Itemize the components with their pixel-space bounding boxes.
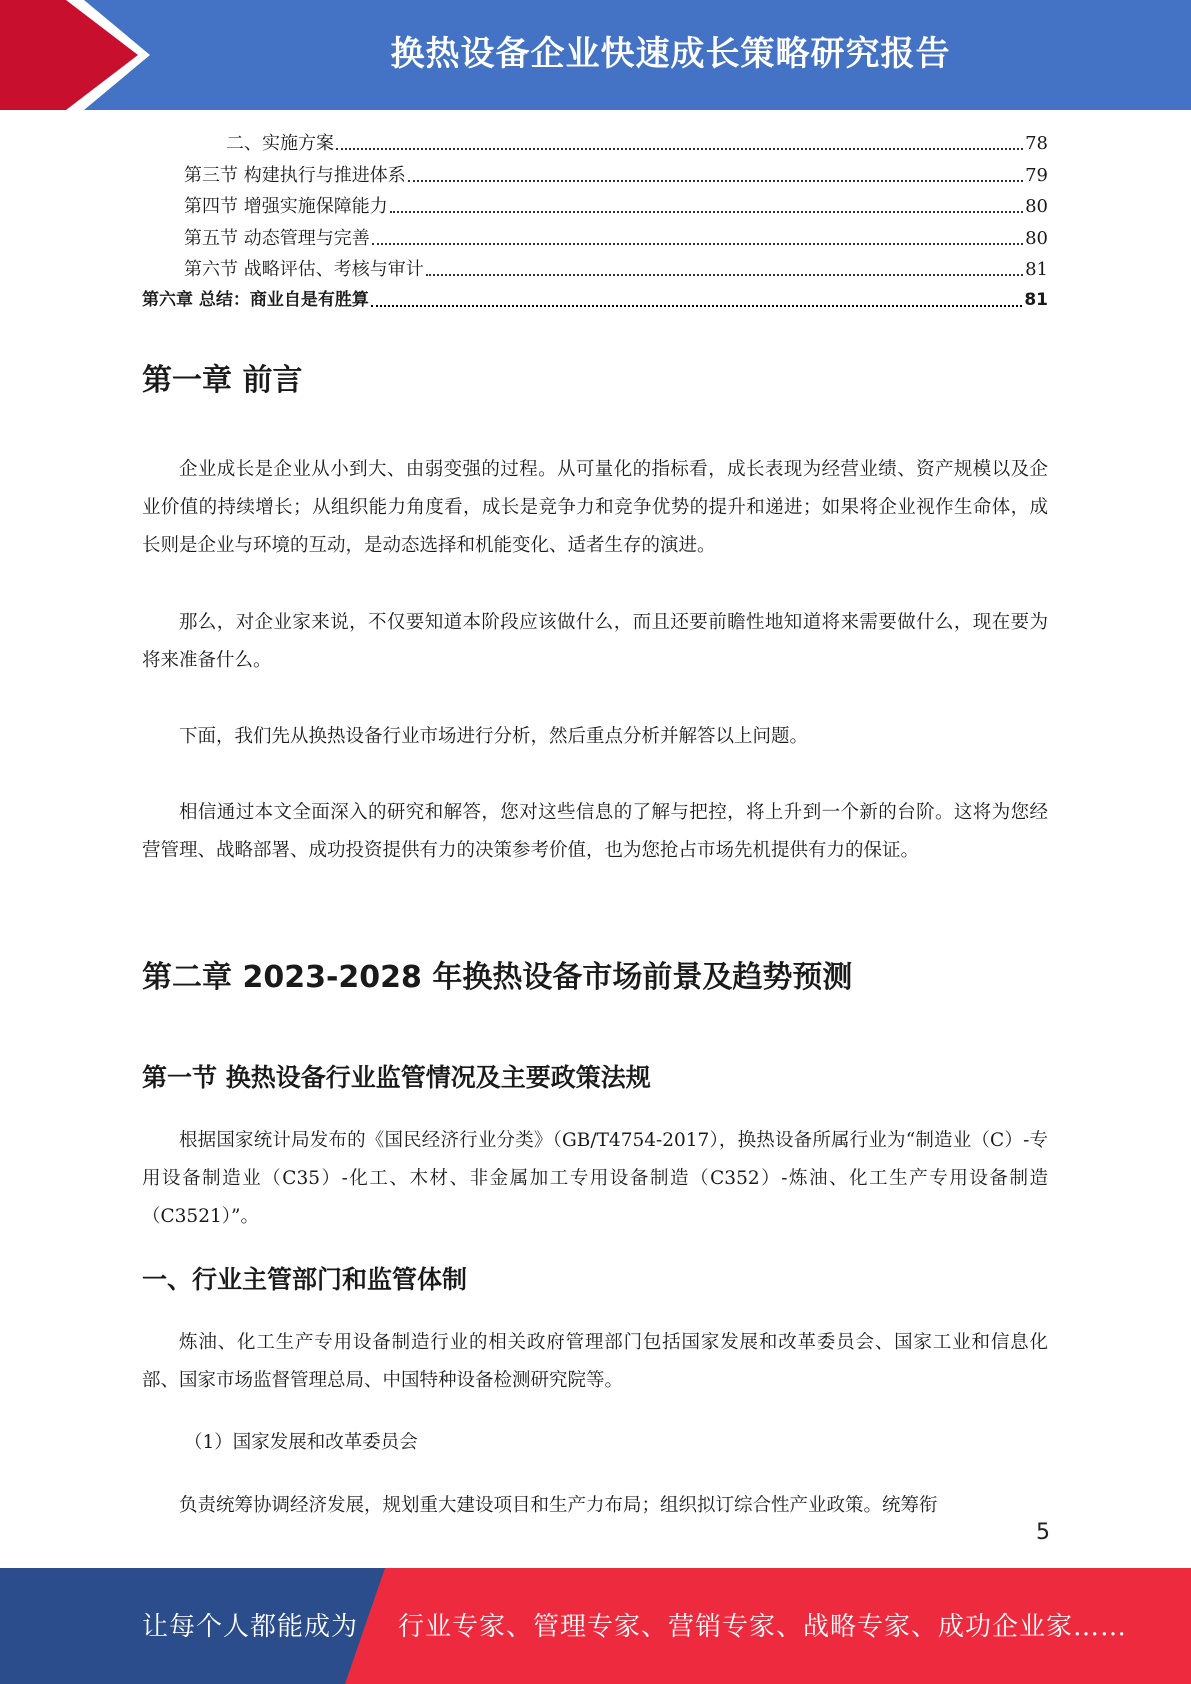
paragraph: 下面，我们先从换热设备行业市场进行分析，然后重点分析并解答以上问题。 <box>179 726 809 747</box>
toc-entry[interactable] <box>142 128 1048 159</box>
toc-leader-dots <box>372 242 1023 245</box>
toc-entry-page: 79 <box>1025 164 1048 186</box>
toc-entry-page: 78 <box>1025 133 1048 155</box>
toc-entry-text: 第六节 战略评估、考核与审计 <box>184 258 424 280</box>
chapter-heading: 第二章 2023-2028 年换热设备市场前景及趋势预测 <box>142 960 853 995</box>
report-title: 换热设备企业快速成长策略研究报告 <box>390 34 951 74</box>
toc-entry[interactable] <box>142 254 1048 285</box>
toc-entry-page: 81 <box>1024 290 1048 311</box>
toc-entry-text: 第三节 构建执行与推进体系 <box>184 164 406 186</box>
section-heading: 第一节 换热设备行业监管情况及主要政策法规 <box>142 1063 651 1092</box>
list-item: （1）国家发展和改革委员会 <box>184 1432 418 1453</box>
toc-entry-page: 80 <box>1025 227 1048 249</box>
paragraph: 炼油、化工生产专用设备制造行业的相关政府管理部门包括国家发展和改革委员会、国家工业和信息化部、国家市场监督管理总局、中国特种设备检测研究院等。 <box>142 1332 1048 1391</box>
toc-entry[interactable] <box>142 191 1048 222</box>
table-of-contents <box>142 128 1048 316</box>
page-header <box>0 0 1191 110</box>
subsection-heading: 一、行业主管部门和监管体制 <box>142 1265 468 1294</box>
paragraph: 相信通过本文全面深入的研究和解答，您对这些信息的了解与把控，将上升到一个新的台阶。这将为您经营管理、战略部署、成功投资提供有力的决策参考价值，也为您抢占市场先机提供有力的保证。 <box>142 802 1048 861</box>
toc-leader-dots <box>390 210 1023 213</box>
toc-entry-text: 第四节 增强实施保障能力 <box>184 196 388 218</box>
toc-entry-text: 二、实施方案 <box>226 133 334 155</box>
footer-slogan-left: 让每个人都能成为 <box>142 1612 359 1642</box>
header-chevron-icon <box>0 0 138 110</box>
toc-entry-page: 80 <box>1025 196 1048 218</box>
toc-leader-dots <box>408 179 1023 182</box>
toc-leader-dots <box>371 304 1022 307</box>
toc-entry-text: 第五节 动态管理与完善 <box>184 227 370 249</box>
toc-entry[interactable] <box>142 222 1048 253</box>
footer-slogan-right: 行业专家、管理专家、营销专家、战略专家、成功企业家…… <box>398 1612 1128 1642</box>
paragraph: 根据国家统计局发布的《国民经济行业分类》（GB/T4754-2017），换热设备所属行业为“制造业（C）-专用设备制造业（C35）-化工、木材、非金属加工专用设备制造（C352）-炼油、化工生产专用设备制造（C3521）”。 <box>142 1130 1048 1227</box>
toc-entry[interactable] <box>142 159 1048 190</box>
paragraph: 企业成长是企业从小到大、由弱变强的过程。从可量化的指标看，成长表现为经营业绩、资产规模以及企业价值的持续增长；从组织能力角度看，成长是竞争力和竞争优势的提升和递进；如果将企业视作生命体，成长则是企业与环境的互动，是动态选择和机能变化、适者生存的演进。 <box>142 459 1048 556</box>
chapter-heading: 第一章 前言 <box>142 363 303 398</box>
paragraph: 那么，对企业家来说，不仅要知道本阶段应该做什么，而且还要前瞻性地知道将来需要做什么，现在要为将来准备什么。 <box>142 612 1048 671</box>
toc-entry-page: 81 <box>1025 258 1048 280</box>
toc-entry-text: 第六章 总结：商业自是有胜算 <box>142 290 369 311</box>
page-footer <box>0 1568 1191 1684</box>
page-number: 5 <box>1036 1520 1050 1545</box>
toc-leader-dots <box>336 147 1023 150</box>
toc-leader-dots <box>426 273 1023 276</box>
paragraph: 负责统筹协调经济发展，规划重大建设项目和生产力布局；组织拟订综合性产业政策。统筹衔 <box>179 1495 938 1516</box>
toc-entry[interactable] <box>142 285 1048 316</box>
